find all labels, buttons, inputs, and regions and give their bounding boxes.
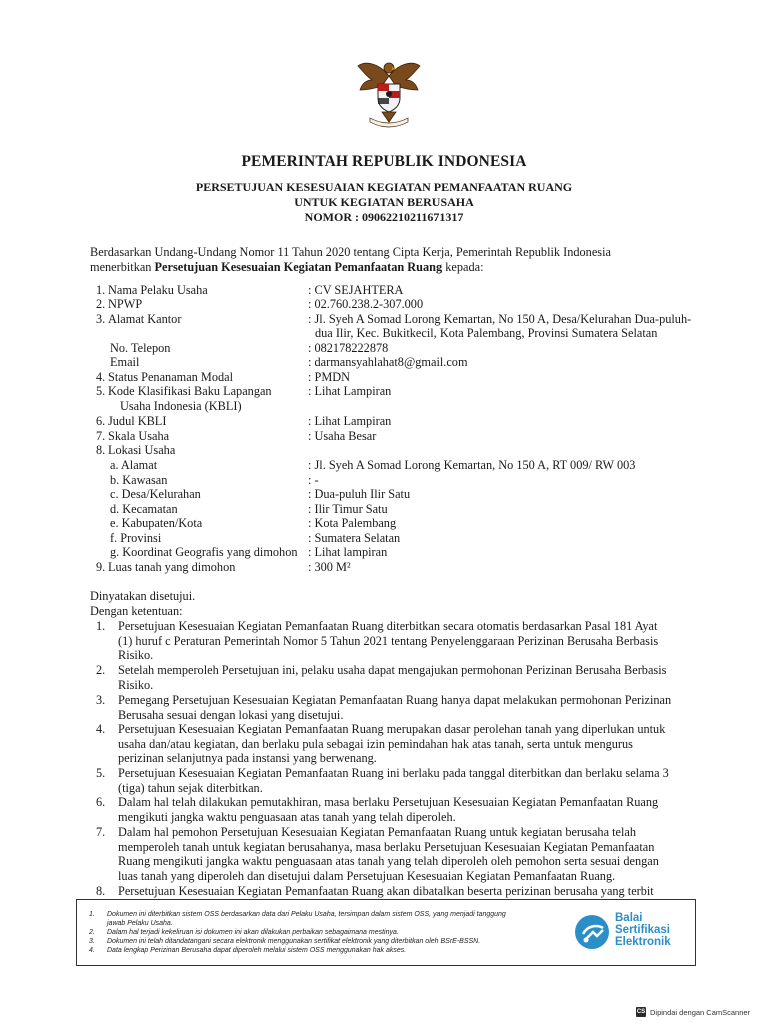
condition-line: luas tanah yang diperoleh dan disetujui dalam Persetujuan Kesesuaian Kegiatan Pemanfaatan Ruang.	[118, 868, 616, 883]
field-value-alamat-kantor-cont: dua Ilir, Kec. Bukitkecil, Kota Palembang, Provinsi Sumatera Selatan	[315, 326, 658, 340]
condition-line: Berusaha sesuai dengan lokasi yang disetujui.	[118, 707, 344, 722]
condition-number: 4.	[96, 722, 106, 736]
field-label-telepon: No. Telepon	[110, 341, 171, 355]
bsre-line: Elektronik	[615, 936, 671, 948]
field-value-status-penanaman-modal: : PMDN	[308, 370, 351, 384]
bsre-logo-icon	[573, 912, 611, 952]
condition-item	[118, 795, 696, 824]
field-value-luas-tanah: : 300 M²	[308, 560, 351, 574]
field-value-judul-kbli: : Lihat Lampiran	[308, 414, 392, 428]
intro-paragraph	[90, 245, 690, 275]
intro-prefix: menerbitkan	[90, 260, 155, 274]
condition-line: (tiga) tahun sejak diterbitkan.	[118, 780, 263, 795]
footnote-line: jawab Pelaku Usaha.	[107, 920, 173, 927]
document-title-line2: UNTUK KEGIATAN BERUSAHA	[294, 195, 474, 209]
condition-line: mengikuti jangka waktu penguasaan atas tanah yang telah diperoleh.	[118, 809, 456, 824]
field-number: 6.	[96, 414, 106, 428]
bsre-line: Sertifikasi	[615, 924, 670, 936]
field-label-kecamatan: d. Kecamatan	[110, 502, 178, 516]
footnote-number: 2.	[89, 929, 95, 936]
condition-item	[118, 722, 696, 766]
condition-item	[118, 884, 696, 899]
field-number: 8.	[96, 443, 106, 457]
intro-line2	[90, 260, 690, 275]
condition-number: 2.	[96, 663, 106, 677]
field-number: 1.	[96, 283, 106, 297]
condition-line: Risiko.	[118, 648, 154, 662]
condition-item	[118, 825, 696, 883]
intro-line1: Berdasarkan Undang-Undang Nomor 11 Tahun 2020 tentang Cipta Kerja, Pemerintah Republik Indonesia	[90, 245, 611, 259]
field-value-skala-usaha: : Usaha Besar	[308, 429, 377, 443]
camscanner-badge	[636, 1006, 750, 1018]
field-label-alamat-kantor: Alamat Kantor	[108, 312, 182, 326]
footnote-text: Dokumen ini telah ditandatangani secara elektronik menggunakan sertifikat elektronik yang diterbitkan oleh BSrE-BSSN.	[107, 938, 481, 945]
field-value-kawasan: : -	[308, 473, 319, 487]
camscanner-icon: CS	[636, 1009, 646, 1015]
condition-line: Ruang mengikuti jangka waktu penguasaan atas tanah yang telah diperoleh oleh pemohon serta sesuai dengan	[118, 854, 659, 868]
field-number: 4.	[96, 370, 106, 384]
footnote-number: 4.	[89, 947, 95, 954]
condition-item	[118, 619, 696, 663]
field-value-alamat-kantor: : Jl. Syeh A Somad Lorong Kemartan, No 150 A, Desa/Kelurahan Dua-puluh-	[308, 312, 692, 326]
field-label-luas-tanah: Luas tanah yang dimohon	[108, 560, 236, 574]
government-title: PEMERINTAH REPUBLIK INDONESIA	[241, 153, 527, 170]
field-label-kabupaten-kota: e. Kabupaten/Kota	[110, 516, 203, 530]
footnote-text: Data lengkap Perizinan Berusaha dapat diperoleh melalui sistem OSS menggunakan hak akses.	[107, 947, 407, 954]
condition-line: Risiko.	[118, 677, 154, 692]
document-title-line1: PERSETUJUAN KESESUAIAN KEGIATAN PEMANFAATAN RUANG	[195, 180, 573, 194]
condition-line: Setelah memperoleh Persetujuan ini, pelaku usaha dapat mengajukan permohonan Perizinan Berusaha Berbasis	[118, 663, 667, 677]
camscanner-text: Dipindai dengan CamScanner	[650, 1007, 751, 1017]
field-number: 2.	[96, 297, 106, 311]
field-label-desa-kelurahan: c. Desa/Kelurahan	[110, 487, 201, 501]
field-label-nama-pelaku-usaha: Nama Pelaku Usaha	[108, 283, 208, 297]
footnote-number: 3.	[89, 938, 95, 945]
field-number: 7.	[96, 429, 106, 443]
bsre-wordmark	[615, 912, 695, 948]
document-number: NOMOR : 09062210211671317	[304, 210, 464, 224]
field-number: 9.	[96, 560, 106, 574]
condition-line: memperoleh tanah untuk kegiatan berusahanya, masa berlaku Persetujuan Kesesuaian Kegiatan Pemanfaatan	[118, 839, 655, 854]
field-label-kbli-cont: Usaha Indonesia (KBLI)	[120, 399, 242, 413]
footnote-line: Dokumen ini diterbitkan sistem OSS berdasarkan data dari Pelaku Usaha, tersimpan dalam sistem OSS, yang menjadi tanggung	[107, 911, 506, 918]
field-number: 5.	[96, 384, 106, 398]
condition-line: Persetujuan Kesesuaian Kegiatan Pemanfaatan Ruang akan dibatalkan beserta perizinan berusaha yang terbit	[118, 884, 654, 898]
field-label-lokasi-usaha: Lokasi Usaha	[108, 443, 176, 457]
intro-bold: Persetujuan Kesesuaian Kegiatan Pemanfaatan Ruang	[154, 260, 443, 274]
condition-item	[118, 766, 696, 795]
field-label-koordinat: g. Koordinat Geografis yang dimohon	[110, 545, 298, 559]
footnote-text: Dalam hal terjadi kekeliruan isi dokumen ini akan dilakukan perbaikan sebagaimana mestinya.	[107, 929, 399, 936]
field-value-provinsi: : Sumatera Selatan	[308, 531, 401, 545]
condition-number: 1.	[96, 619, 106, 633]
condition-number: 6.	[96, 795, 106, 809]
field-value-nama-pelaku-usaha: : CV SEJAHTERA	[308, 283, 404, 297]
field-value-koordinat: : Lihat lampiran	[308, 545, 388, 559]
field-label-npwp: NPWP	[108, 297, 143, 311]
field-label-alamat: a. Alamat	[110, 458, 158, 472]
field-value-desa-kelurahan: : Dua-puluh Ilir Satu	[308, 487, 411, 501]
intro-suffix: kepada:	[442, 260, 484, 274]
condition-line: usaha dan/atau kegiatan, dan berlaku pula sebagai izin pemindahan hak atas tanah, serta untuk mengurus	[118, 736, 633, 751]
condition-line: Dalam hal pemohon Persetujuan Kesesuaian Kegiatan Pemanfaatan Ruang untuk kegiatan berusaha telah	[118, 825, 637, 839]
condition-number: 3.	[96, 693, 106, 707]
footnote-box	[76, 899, 696, 966]
footnote-text	[107, 910, 567, 928]
condition-number: 8.	[96, 884, 106, 898]
field-label-judul-kbli: Judul KBLI	[108, 414, 167, 428]
approval-statement: Dinyatakan disetujui.	[90, 589, 196, 603]
condition-number: 7.	[96, 825, 106, 839]
garuda-emblem-icon	[352, 56, 426, 128]
field-value-kecamatan: : Ilir Timur Satu	[308, 502, 388, 516]
field-value-alamat: : Jl. Syeh A Somad Lorong Kemartan, No 150 A, RT 009/ RW 003	[308, 458, 636, 472]
field-label-skala-usaha: Skala Usaha	[108, 429, 170, 443]
field-label-provinsi: f. Provinsi	[110, 531, 162, 545]
field-number: 3.	[96, 312, 106, 326]
footnote-number: 1.	[89, 911, 95, 918]
bsre-line: Balai	[615, 912, 643, 924]
field-value-kbli: : Lihat Lampiran	[308, 384, 392, 398]
field-value-telepon: : 082178222878	[308, 341, 389, 355]
condition-line: Persetujuan Kesesuaian Kegiatan Pemanfaatan Ruang merupakan dasar perolehan tanah yang diperlukan untuk	[118, 722, 666, 736]
condition-item	[118, 693, 696, 722]
provisions-heading: Dengan ketentuan:	[90, 604, 183, 618]
condition-line: (1) huruf c Peraturan Pemerintah Nomor 5 Tahun 2021 tentang Penyelenggaraan Perizinan Berusaha Berbasis	[118, 633, 659, 648]
condition-item	[118, 663, 696, 692]
field-value-kabupaten-kota: : Kota Palembang	[308, 516, 397, 530]
condition-line: Persetujuan Kesesuaian Kegiatan Pemanfaatan Ruang diterbitkan secara otomatis berdasarkan Pasal 181 Ayat	[118, 619, 658, 633]
field-label-email: Email	[110, 355, 140, 369]
field-value-email: : darmansyahlahat8@gmail.com	[308, 355, 468, 369]
condition-line: Persetujuan Kesesuaian Kegiatan Pemanfaatan Ruang ini berlaku pada tanggal diterbitkan dan berlaku selama 3	[118, 766, 669, 780]
field-value-npwp: : 02.760.238.2-307.000	[308, 297, 424, 311]
field-label-status-penanaman-modal: Status Penanaman Modal	[108, 370, 233, 384]
field-label-kawasan: b. Kawasan	[110, 473, 168, 487]
field-label-kbli: Kode Klasifikasi Baku Lapangan	[108, 384, 272, 398]
condition-line: Pemegang Persetujuan Kesesuaian Kegiatan Pemanfaatan Ruang hanya dapat melakukan permohonan Perizinan	[118, 693, 672, 707]
condition-line: perizinan selanjutnya pada instansi yang berwenang.	[118, 751, 377, 765]
condition-number: 5.	[96, 766, 106, 780]
condition-line: Dalam hal telah dilakukan pemutakhiran, masa berlaku Persetujuan Kesesuaian Kegiatan Pemanfaatan Ruang	[118, 795, 659, 809]
